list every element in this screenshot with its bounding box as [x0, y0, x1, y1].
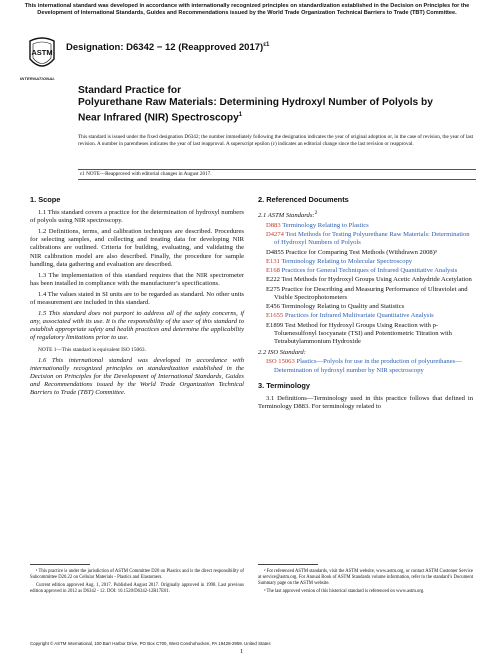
reference-title: Test Methods for Hydroxyl Groups Using Acetic Anhydride Acetylation	[281, 276, 472, 284]
reference-code: E222	[266, 276, 280, 284]
footnotes-left	[30, 569, 244, 597]
standard-kind: Standard Practice for	[78, 85, 182, 96]
logo-caption: INTERNATIONAL	[20, 76, 55, 81]
footnote-2: ² For referenced ASTM standards, visit the ASTM website, www.astm.org, or contact ASTM Customer Service at service@astm.org. For Annual Book of ASTM Standards volume information, refer to the standard’s Document Summary page on the ASTM website.	[258, 569, 473, 587]
iso-standard-subheading: 2.2 ISO Standard:	[258, 348, 306, 356]
editorial-note: ε1 NOTE—Reapproved with editorial changes in August 2017.	[80, 171, 212, 177]
footnote-rule	[30, 564, 90, 565]
reference-title[interactable]: Terminology Relating to Plastics	[282, 221, 369, 229]
reference-code[interactable]: D883	[266, 221, 281, 229]
reference-title[interactable]: Terminology Relating to Molecular Spectroscopy	[281, 257, 413, 265]
reference-item	[266, 267, 473, 275]
issuance-statement: This standard is issued under the fixed designation D6342; the number immediately following the designation indicates the year of original adoption or, in the case of revision, the year of last revision. A number in parentheses indicates the year of last reapproval. A superscript epsilon (ε) indicates an editorial change since the last revision or reapproval.	[78, 134, 474, 147]
right-column	[258, 196, 473, 414]
page-number: 1	[240, 648, 244, 655]
reference-item	[266, 258, 473, 266]
reference-code: E275	[266, 285, 280, 293]
paragraph-3-1: 3.1 Definitions—Terminology used in this practice follows that defined in Terminology D883. For terminology related to	[258, 394, 473, 410]
paragraph-1-4: 1.4 The values stated in SI units are to be regarded as standard. No other units of measurement are included in this standard.	[30, 290, 244, 307]
reference-code: E456	[266, 303, 280, 311]
reference-item	[266, 276, 473, 284]
footnotes-right	[258, 569, 473, 597]
title-block	[78, 85, 478, 124]
reference-iso: ISO 15063 Plastics—Polyols for use in the production of polyurethanes—Determination of hydroxyl number by NIR spectroscopy	[266, 358, 462, 374]
section-heading-references: 2. Referenced Documents	[258, 195, 349, 204]
footnote-3: ³ The last approved version of this historical standard is referenced on www.astm.org.	[264, 589, 425, 595]
reference-code: E1899	[266, 321, 284, 329]
reference-title[interactable]: Practices for Infrared Multivariate Quantitative Analysis	[284, 312, 434, 320]
copyright: Copyright © ASTM International, 100 Barr Harbor Drive, PO Box C700, West Conshohocken, PA 19428-2959. United States	[30, 641, 271, 646]
designation-text: Designation: D6342 − 12 (Reapproved 2017)	[66, 42, 264, 54]
reference-code[interactable]: E131	[266, 257, 280, 265]
paragraph-1-1: 1.1 This standard covers a practice for the determination of hydroxyl numbers of polyols using NIR spectroscopy.	[30, 209, 244, 225]
note-1: NOTE 1—This standard is equivalent ISO 15063.	[38, 346, 146, 353]
designation	[66, 42, 269, 53]
reference-title: Terminology Relating to Quality and Statistics	[281, 303, 405, 311]
footnote-rule	[258, 564, 318, 565]
reference-item	[266, 312, 473, 320]
logo-wordmark: ASTM	[31, 48, 53, 57]
paragraph-1-3: 1.3 The implementation of this standard requires that the NIR spectrometer has been installed in compliance with the manufacturer’s specifications.	[30, 271, 244, 287]
reference-code[interactable]: E1655	[266, 312, 284, 320]
reference-list	[258, 222, 473, 346]
paragraph-1-5: 1.5 This standard does not purport to address all of the safety concerns, if any, associated with its use. It is the responsibility of the user of this standard to establish appropriate safety and health practices and determine the applicability of regulatory limitations prior to use.	[30, 310, 244, 342]
divider	[78, 179, 476, 180]
paragraph-1-6: 1.6 This international standard was developed in accordance with internationally recognized principles on standardization established in the Decision on Principles for the Development of International Standards, Guides and Recommendations issued by the World Trade Organization Technical Barriers to Trade (TBT) Committee.	[30, 356, 244, 396]
paragraph-1-2: 1.2 Definitions, terms, and calibration techniques are described. Procedures for selecting samples, and collecting and treating data for developing NIR calibrations are outlined. Criteria for building, evaluating, and validating the NIR calibration model are also described. Finally, the procedure for sample handling, data gathering and evaluation are described.	[30, 228, 244, 268]
astm-standards-subheading: 2.1 ASTM Standards:$^2$	[258, 210, 318, 220]
left-column	[30, 196, 244, 400]
reference-title[interactable]: Practices for General Techniques of Infrared Quantitative Analysis	[281, 267, 458, 275]
reference-title: Practice for Describing and Measuring Performance of Ultraviolet and Visible Spectrophotometers	[274, 285, 468, 301]
reference-item	[266, 249, 473, 257]
standard-title	[78, 97, 438, 124]
divider	[78, 169, 476, 170]
reference-item	[266, 222, 473, 230]
section-heading-terminology: 3. Terminology	[258, 380, 311, 390]
astm-logo-icon	[27, 37, 57, 75]
footnote-1-edition: Current edition approved Aug. 1, 2017. Published August 2017. Originally approved in 1998. Last previous edition approved in 2012 as D6342 - 12. DOI: 10.1520/D6342-12R17E01.	[30, 583, 244, 595]
reference-code[interactable]: E168	[266, 267, 280, 275]
reference-item	[266, 322, 473, 346]
title-footnote-mark: 1	[238, 112, 243, 118]
reference-title: Practice for Comparing Test Methods (Withdrawn 2008)³	[285, 248, 437, 256]
reference-code[interactable]: D4274	[266, 231, 284, 239]
reference-title[interactable]: Test Methods for Testing Polyurethane Raw Materials: Determination of Hydroxyl Numbers of Polyols	[274, 231, 470, 247]
trade-notice: This international standard was developed in accordance with internationally recognized principles on standardization established in the Decision on Principles for the Development of International Standards, Guides and Recommendations issued by the World Trade Organization Technical Barriers to Trade (TBT) Committee.	[24, 3, 470, 16]
reference-code: D4855	[266, 248, 284, 256]
reference-item	[266, 231, 473, 247]
title-main: Polyurethane Raw Materials: Determining Hydroxyl Number of Polyols by Near Infrared (NIR) Spectroscopy	[78, 97, 433, 124]
reference-item	[266, 286, 473, 302]
section-heading-scope: 1. Scope	[30, 195, 61, 204]
reference-title: Test Method for Hydroxyl Groups Using Reaction with p-Toluenesulfonyl Isocyanate (TSI) and Potentiometric Titration with Tetrabutylammonium Hydroxide	[274, 321, 452, 345]
designation-epsilon: ε1	[263, 42, 270, 48]
reference-link[interactable]: ISO 15063	[266, 358, 295, 366]
reference-item	[266, 303, 473, 311]
footnote-1: ¹ This practice is under the jurisdiction of ASTM Committee D20 on Plastics and is the direct responsibility of Subcommittee D20.22 on Cellular Materials - Plastics and Elastomers.	[30, 569, 244, 581]
